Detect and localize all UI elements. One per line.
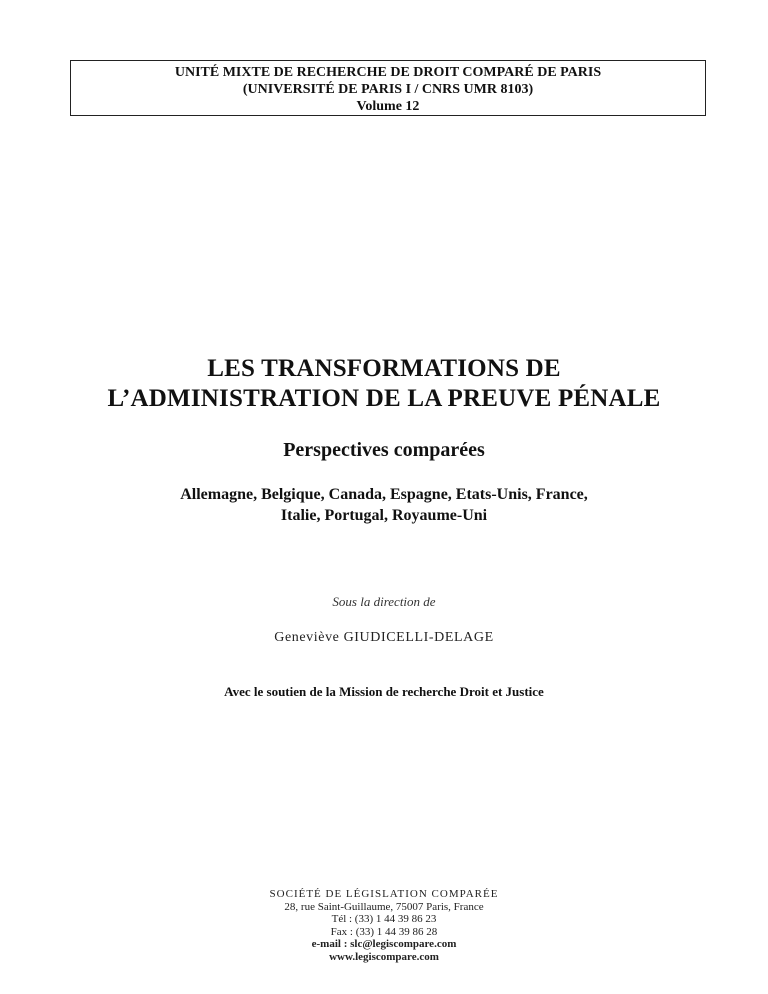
volume-number: Volume 12 (356, 99, 420, 114)
countries-list (0, 484, 768, 526)
book-subtitle: Perspectives comparées (283, 439, 485, 461)
publisher-block (0, 888, 768, 963)
book-title-line-1: LES TRANSFORMATIONS DE (207, 355, 561, 382)
publisher-name: SOCIÉTÉ DE LÉGISLATION COMPARÉE (269, 888, 499, 900)
support-note: Avec le soutien de la Mission de recherche Droit et Justice (224, 684, 544, 699)
publisher-phone: Tél : (33) 1 44 39 86 23 (331, 913, 437, 925)
direction-label: Sous la direction de (332, 594, 436, 609)
series-affiliation: (UNIVERSITÉ DE PARIS I / CNRS UMR 8103) (242, 82, 534, 97)
publisher-address: 28, rue Saint-Guillaume, 75007 Paris, France (284, 900, 484, 913)
publisher-email: e-mail : slc@legiscompare.com (311, 938, 457, 950)
countries-line-1: Allemagne, Belgique, Canada, Espagne, Etats-Unis, France, (180, 486, 588, 503)
publisher-fax: Fax : (33) 1 44 39 86 28 (330, 925, 438, 938)
editor-name: Geneviève GIUDICELLI-DELAGE (274, 630, 494, 645)
book-title (0, 354, 768, 414)
series-header-box (70, 60, 706, 116)
series-name: UNITÉ MIXTE DE RECHERCHE DE DROIT COMPARÉ DE PARIS (174, 65, 602, 80)
countries-line-2: Italie, Portugal, Royaume-Uni (280, 507, 488, 524)
publisher-website: www.legiscompare.com (329, 950, 439, 963)
book-title-line-2: L’ADMINISTRATION DE LA PREUVE PÉNALE (107, 385, 661, 412)
